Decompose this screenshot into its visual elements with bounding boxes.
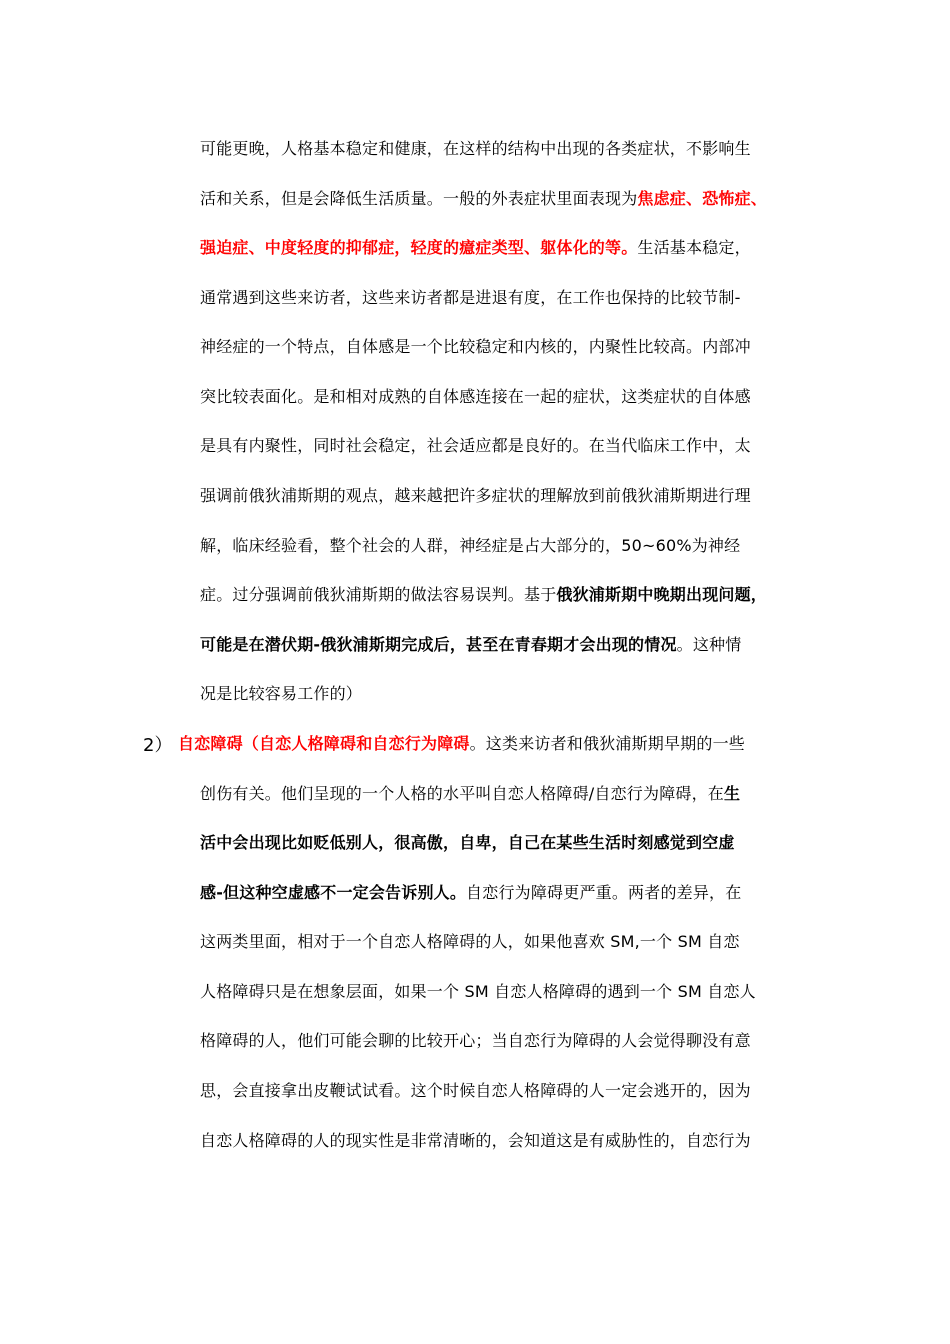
text-span: 通常遇到这些来访者，这些来访者都是进退有度，在工作也保持的比较节制- [200, 288, 741, 307]
text-line [200, 336, 751, 358]
text-line [200, 882, 741, 904]
text-line [200, 634, 741, 656]
text-span: 格障碍的人，他们可能会聊的比较开心；当自恋行为障碍的人会觉得聊没有意 [200, 1031, 751, 1050]
text-span-red: 强迫症、中度轻度的抑郁症，轻度的癔症类型、躯体化的等。 [200, 238, 638, 257]
text-line [200, 287, 741, 309]
text-span-bold: 可能是在潜伏期-俄狄浦斯期完成后，甚至在青春期才会出现的情况 [200, 635, 677, 654]
text-line [200, 1080, 751, 1102]
text-line [200, 237, 751, 259]
text-span: 可能更晚，人格基本稳定和健康，在这样的结构中出现的各类症状，不影响生 [200, 139, 751, 158]
text-span: 神经症的一个特点，自体感是一个比较稳定和内核的，内聚性比较高。内部冲 [200, 337, 751, 356]
text-line [200, 931, 740, 953]
text-span: 自恋行为障碍更严重。两者的差异，在 [466, 883, 742, 902]
text-span: 思，会直接拿出皮鞭试试看。这个时候自恋人格障碍的人一定会逃开的，因为 [200, 1081, 751, 1100]
text-span-red: 焦虑症、恐怖症、 [637, 189, 768, 208]
text-line [200, 981, 756, 1003]
text-line [200, 783, 740, 805]
text-span-bold: 活中会出现比如贬低别人，很高傲，自卑，自己在某些生活时刻感觉到空虚 [200, 833, 735, 852]
text-line [200, 1030, 751, 1052]
text-line [200, 386, 751, 408]
text-line [200, 435, 751, 457]
text-span: 症。过分强调前俄狄浦斯期的做法容易误判。基于 [200, 585, 557, 604]
text-line [200, 683, 362, 705]
list-item-number: 2） [143, 735, 173, 756]
text-line [200, 188, 767, 210]
text-span: 。这种情 [676, 635, 742, 654]
text-span: 解，临床经验看，整个社会的人群，神经症是占大部分的，50~60%为神经 [200, 536, 741, 555]
text-span: 况是比较容易工作的） [200, 684, 363, 703]
text-span-bold: 生 [724, 784, 741, 803]
text-span: 。这类来访者和俄狄浦斯期早期的一些 [469, 734, 746, 753]
text-line [200, 832, 735, 854]
text-span: 强调前俄狄浦斯期的观点，越来越把许多症状的理解放到前俄狄浦斯期进行理 [200, 486, 751, 505]
text-span: 是具有内聚性，同时社会稳定，社会适应都是良好的。在当代临床工作中，太 [200, 436, 751, 455]
text-span: 活和关系，但是会降低生活质量。一般的外表症状里面表现为 [200, 189, 638, 208]
text-line [200, 1130, 751, 1152]
text-span: 创伤有关。他们呈现的一个人格的水平叫自恋人格障碍/自恋行为障碍，在 [200, 784, 724, 803]
text-span: 生活基本稳定， [637, 238, 751, 257]
text-span: 突比较表面化。是和相对成熟的自体感连接在一起的症状，这类症状的自体感 [200, 387, 751, 406]
text-span: 这两类里面，相对于一个自恋人格障碍的人，如果他喜欢 SM,一个 SM 自恋 [200, 932, 740, 951]
text-line [200, 138, 751, 160]
text-span-bold: 俄狄浦斯期中晚期出现问题， [556, 585, 768, 604]
text-line [200, 584, 767, 606]
text-span-bold: 感-但这种空虚感不一定会告诉别人。 [200, 883, 467, 902]
text-line [200, 485, 751, 507]
text-span: 人格障碍只是在想象层面，如果一个 SM 自恋人格障碍的遇到一个 SM 自恋人 [200, 982, 756, 1001]
text-line [178, 733, 745, 755]
text-span: 自恋人格障碍的人的现实性是非常清晰的，会知道这是有威胁性的，自恋行为 [200, 1131, 751, 1150]
text-line [200, 535, 740, 557]
text-span-red: 自恋障碍（自恋人格障碍和自恋行为障碍 [178, 734, 470, 753]
